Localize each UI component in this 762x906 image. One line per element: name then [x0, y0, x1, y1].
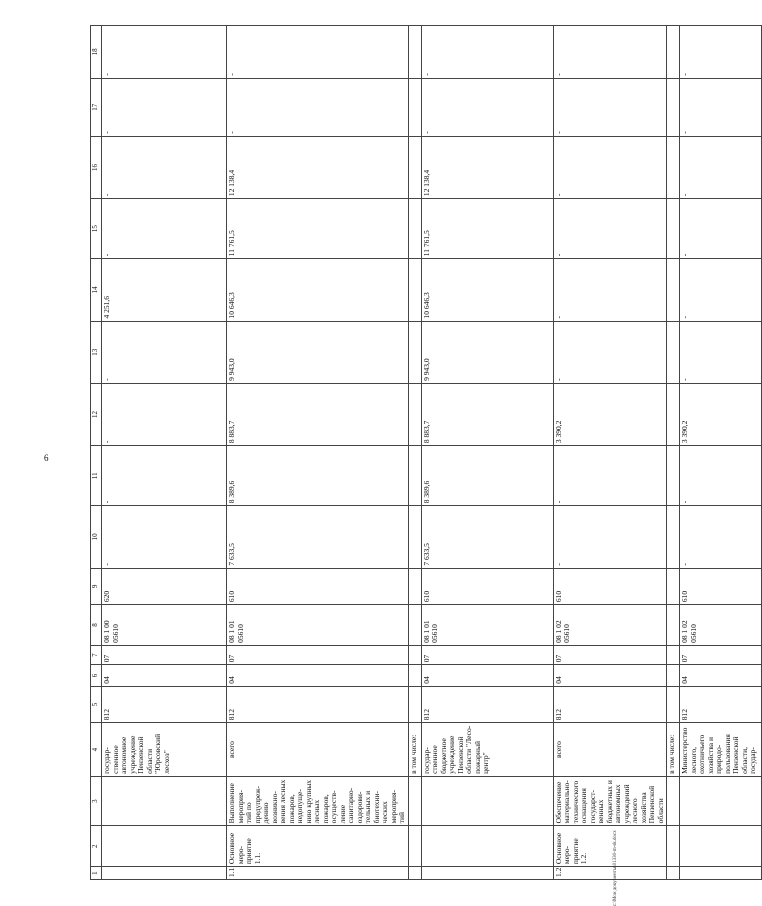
header-cell: 15 [91, 199, 102, 259]
table-cell [667, 383, 680, 445]
table-cell: - [102, 199, 227, 259]
table-cell: - [421, 78, 553, 136]
table-cell: - [102, 506, 227, 568]
table-cell [667, 78, 680, 136]
table-cell: 812 [553, 686, 667, 723]
table-cell: - [102, 136, 227, 198]
table-cell [102, 776, 227, 825]
header-cell: 9 [91, 568, 102, 605]
table-cell [421, 867, 553, 880]
table-cell: 07 [227, 645, 409, 664]
table-cell: 9 943,0 [227, 321, 409, 383]
table-cell: - [553, 321, 667, 383]
table-cell: - [102, 26, 227, 79]
table-cell: 07 [421, 645, 553, 664]
table-cell: 812 [102, 686, 227, 723]
table-cell: в том числе: [667, 723, 680, 777]
table-cell: 04 [553, 665, 667, 686]
table-cell: Основное меро-приятие 1.2. [553, 826, 667, 867]
table-cell [667, 776, 680, 825]
table-cell [667, 867, 680, 880]
table-cell [408, 605, 421, 646]
table-cell [102, 867, 227, 880]
table-cell: 610 [421, 568, 553, 605]
table-cell: 812 [680, 686, 762, 723]
table-cell [408, 199, 421, 259]
table-cell [680, 826, 762, 867]
table-cell: государ-ственное бюджетное учреждение Пензенской области "Лесо-пожарный центр" [421, 723, 553, 777]
table-cell: 8 389,6 [227, 446, 409, 506]
table-cell: 07 [553, 645, 667, 664]
table-cell [408, 26, 421, 79]
table-cell: 7 633,5 [227, 506, 409, 568]
table-cell: государ-ственное автономное учреждение Пензенской области "Юрсовский лесхоз" [102, 723, 227, 777]
table-cell: 10 646,3 [227, 259, 409, 321]
header-cell: 14 [91, 259, 102, 321]
table-cell [408, 506, 421, 568]
header-cell: 5 [91, 686, 102, 723]
table-cell [667, 136, 680, 198]
table-cell: - [680, 446, 762, 506]
table-cell: 07 [102, 645, 227, 664]
table-cell [408, 665, 421, 686]
table-cell: 620 [102, 568, 227, 605]
table-cell: 08 1 02 05610 [680, 605, 762, 646]
table-cell: 12 138,4 [227, 136, 409, 198]
table-cell: - [553, 259, 667, 321]
table-cell: - [421, 26, 553, 79]
table-cell: - [553, 506, 667, 568]
header-cell: 13 [91, 321, 102, 383]
budget-table [90, 25, 762, 880]
table-cell [667, 446, 680, 506]
table-cell: - [553, 446, 667, 506]
table-cell: - [553, 136, 667, 198]
table-cell: - [227, 78, 409, 136]
header-cell: 1 [91, 867, 102, 880]
header-cell: 6 [91, 665, 102, 686]
table-cell [408, 321, 421, 383]
table-cell: - [102, 383, 227, 445]
table-cell [102, 826, 227, 867]
table-cell: - [680, 259, 762, 321]
header-cell: 2 [91, 826, 102, 867]
table-cell: 04 [680, 665, 762, 686]
table-cell: 8 883,7 [421, 383, 553, 445]
table-cell [408, 446, 421, 506]
table-cell: 11 761,5 [421, 199, 553, 259]
table-cell: 04 [421, 665, 553, 686]
table-cell: 11 761,5 [227, 199, 409, 259]
table-cell [667, 605, 680, 646]
table-cell: - [680, 26, 762, 79]
table-cell [680, 867, 762, 880]
header-cell: 10 [91, 506, 102, 568]
table-cell: 610 [680, 568, 762, 605]
table-cell: 3 390,2 [553, 383, 667, 445]
table-cell: 812 [421, 686, 553, 723]
table-cell [408, 383, 421, 445]
table-cell [667, 645, 680, 664]
table-cell [421, 776, 553, 825]
table-cell: Основное меро-приятие 1.1. [227, 826, 409, 867]
header-cell: 18 [91, 26, 102, 79]
table-cell: - [680, 78, 762, 136]
table-row [227, 26, 409, 880]
table-cell: - [680, 321, 762, 383]
table-cell: 04 [102, 665, 227, 686]
table-cell: - [680, 506, 762, 568]
table-cell: всего [553, 723, 667, 777]
header-cell: 16 [91, 136, 102, 198]
table-cell [667, 321, 680, 383]
table-cell: - [227, 26, 409, 79]
table-cell [408, 568, 421, 605]
table-cell [667, 506, 680, 568]
table-cell: 610 [553, 568, 667, 605]
table-row [680, 26, 762, 880]
table-cell: - [102, 446, 227, 506]
table-cell: 812 [227, 686, 409, 723]
table-cell [408, 136, 421, 198]
table-cell: Выполнение мероприя-тий по предупреж-дению возникно-вения лесных пожаров, недопуще-нию крупных лесных пожаров, осуществ-ление санитарно-оздорови-тельных и биотехни-ческих мероприя-тий [227, 776, 409, 825]
table-cell: - [102, 321, 227, 383]
table-cell: в том числе: [408, 723, 421, 777]
table-cell [667, 826, 680, 867]
table-cell: 610 [227, 568, 409, 605]
table-cell: 08 1 02 05610 [553, 605, 667, 646]
table-cell: - [553, 26, 667, 79]
table-cell [667, 259, 680, 321]
table-cell: всего [227, 723, 409, 777]
table-cell: - [680, 199, 762, 259]
table-cell: 08 1 01 05610 [421, 605, 553, 646]
table-cell [408, 776, 421, 825]
header-row [91, 26, 102, 880]
table-cell [408, 867, 421, 880]
table-cell: Министерство лесного, охотничьего хозяйства и природо-пользования Пензенской области, государ- [680, 723, 762, 777]
table-cell: 1.2 [553, 867, 667, 880]
table-cell [421, 826, 553, 867]
header-cell: 12 [91, 383, 102, 445]
table-row [553, 26, 667, 880]
page-number: 6 [44, 453, 49, 463]
table-cell [667, 568, 680, 605]
table-cell [667, 665, 680, 686]
header-cell: 11 [91, 446, 102, 506]
table-cell: 08 1 01 05610 [227, 605, 409, 646]
table-cell [408, 645, 421, 664]
table-cell: - [102, 78, 227, 136]
table-cell: 8 389,6 [421, 446, 553, 506]
table-cell [408, 78, 421, 136]
table-row [421, 26, 553, 880]
table-cell [667, 26, 680, 79]
header-cell: 17 [91, 78, 102, 136]
header-cell: 3 [91, 776, 102, 825]
table-cell: 08 1 00 05610 [102, 605, 227, 646]
table-cell: 3 390,2 [680, 383, 762, 445]
table-cell: 7 633,5 [421, 506, 553, 568]
header-cell: 8 [91, 605, 102, 646]
table-cell [680, 776, 762, 825]
table-cell: 04 [227, 665, 409, 686]
table-cell: 07 [680, 645, 762, 664]
table-cell: 4 251,6 [102, 259, 227, 321]
table-cell: - [553, 199, 667, 259]
table-cell: 1.1 [227, 867, 409, 880]
table-row [667, 26, 680, 880]
table-cell: Обеспечение материально-технического оснащения государст-венных бюджетных и автономных учреждений лесного хозяйства Пензенской области [553, 776, 667, 825]
table-cell: 10 646,3 [421, 259, 553, 321]
table-cell [408, 259, 421, 321]
table-cell: - [553, 78, 667, 136]
table-cell: - [680, 136, 762, 198]
table-cell [667, 686, 680, 723]
header-cell: 4 [91, 723, 102, 777]
table-cell [408, 826, 421, 867]
table-row [408, 26, 421, 880]
table-cell: 8 883,7 [227, 383, 409, 445]
table-cell [408, 686, 421, 723]
table-cell [667, 199, 680, 259]
table-cell: 9 943,0 [421, 321, 553, 383]
footer-file-path: c:\Мои документы\01330-m-sk.docx [613, 830, 618, 906]
table-row [102, 26, 227, 880]
table-cell: 12 138,4 [421, 136, 553, 198]
header-cell: 7 [91, 645, 102, 664]
